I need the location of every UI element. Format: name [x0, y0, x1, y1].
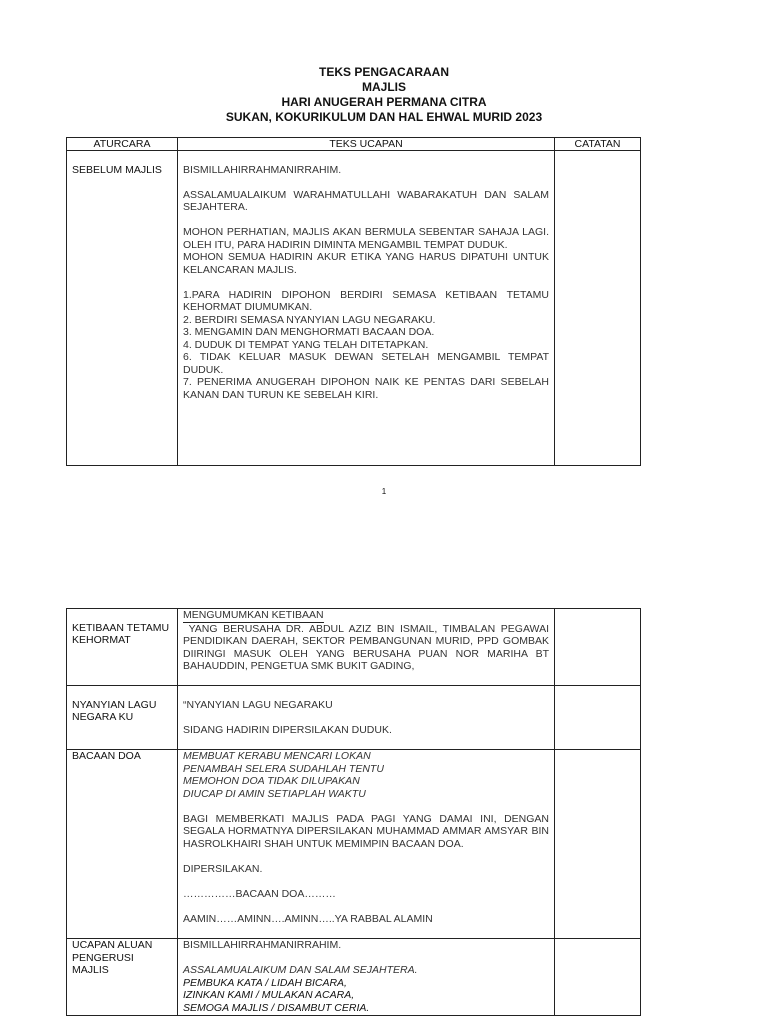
speech-paragraph: “NYANYIAN LAGU NEGARAKU [183, 698, 333, 711]
row-label-text: KETIBAAN TETAMU KEHORMAT [72, 621, 170, 646]
pantun-line: IZINKAN KAMI / MULAKAN ACARA, [183, 989, 355, 1001]
speech-paragraph: AAMIN……AMINN….AMINN…..YA RABBAL ALAMIN [183, 912, 433, 925]
pantun-line: PEMBUKA KATA / LIDAH BICARA, [183, 976, 347, 989]
list-item: 6. TIDAK KELUAR MASUK DEWAN SETELAH MENGAMBIL TEMPAT DUDUK. [183, 351, 549, 376]
row-label-text: NYANYIAN LAGU NEGARA KU [72, 698, 157, 723]
header-teks-ucapan: TEKS UCAPAN [178, 138, 555, 151]
row-label [67, 609, 178, 686]
speech-text-cell [178, 151, 555, 466]
title-line-4: SUKAN, KOKURIKULUM DAN HAL EHWAL MURID 2023 [225, 110, 543, 124]
notes-cell [555, 686, 641, 750]
speech-paragraph: SIDANG HADIRIN DIPERSILAKAN DUDUK. [183, 723, 392, 736]
row-label [67, 686, 178, 750]
speech-text-cell [178, 686, 555, 750]
table-header-row [67, 138, 641, 151]
list-item: 4. DUDUK DI TEMPAT YANG TELAH DITETAPKAN. [183, 338, 429, 351]
pantun-line: PENAMBAH SELERA SUDAHLAH TENTU [183, 762, 384, 775]
list-item: 7. PENERIMA ANUGERAH DIPOHON NAIK KE PENTAS DARI SEBELAH KANAN DAN TURUN KE SEBELAH KIRI. [183, 376, 549, 401]
speech-text-cell [178, 939, 555, 1016]
speech-paragraph: BISMILLAHIRRAHMANIRRAHIM. [183, 939, 342, 951]
speech-paragraph: ASSALAMUALAIKUM WARAHMATULLAHI WABARAKATUH DAN SALAM SEJAHTERA. [183, 188, 549, 213]
speech-paragraph: DIPERSILAKAN. [183, 862, 263, 875]
header-aturcara: ATURCARA [67, 138, 178, 151]
notes-cell [555, 939, 641, 1016]
row-label [67, 750, 178, 939]
title-line-3: HARI ANUGERAH PERMANA CITRA [281, 95, 487, 109]
speech-paragraph: ……………BACAAN DOA……… [183, 887, 336, 900]
list-item: 1.PARA HADIRIN DIPOHON BERDIRI SEMASA KETIBAAN TETAMU KEHORMAT DIUMUMKAN. [183, 288, 549, 313]
speech-paragraph: MENGUMUMKAN KETIBAAN [183, 609, 324, 621]
title-line-1: TEKS PENGACARAAN [318, 65, 449, 79]
document-title [0, 65, 768, 125]
program-table-page-1 [66, 137, 641, 466]
pantun-line: DIUCAP DI AMIN SETIAPLAH WAKTU [183, 787, 366, 800]
speech-paragraph: YANG BERUSAHA DR. ABDUL AZIZ BIN ISMAIL, TIMBALAN PEGAWAI PENDIDIKAN DAERAH, SEKTOR PEMBANGUNAN MURID, PPD GOMBAK DIIRINGI MASUK OLEH YANG BERUSAHA PUAN NOR MARIHA BT BAHAUDDIN, PENGETUA SMK BUKIT GADING, [183, 622, 552, 672]
speech-paragraph: MOHON PERHATIAN, MAJLIS AKAN BERMULA SEBENTAR SAHAJA LAGI. OLEH ITU, PARA HADIRIN DIMINTA MENGAMBIL TEMPAT DUDUK. [183, 226, 549, 251]
notes-cell [555, 151, 641, 466]
row-label [67, 939, 178, 1016]
title-line-2: MAJLIS [361, 80, 406, 94]
header-catatan: CATATAN [555, 138, 641, 151]
table-row [67, 750, 641, 939]
list-item: 3. MENGAMIN DAN MENGHORMATI BACAAN DOA. [183, 326, 435, 338]
pantun-line: SEMOGA MAJLIS / DISAMBUT CERIA. [183, 1001, 370, 1014]
pantun-line: MEMOHON DOA TIDAK DILUPAKAN [183, 775, 360, 787]
row-label-text: SEBELUM MAJLIS [72, 163, 162, 176]
speech-paragraph: ASSALAMUALAIKUM DAN SALAM SEJAHTERA. [183, 964, 418, 976]
notes-cell [555, 609, 641, 686]
table-row [67, 939, 641, 1016]
speech-paragraph: BAGI MEMBERKATI MAJLIS PADA PAGI YANG DAMAI INI, DENGAN SEGALA HORMATNYA DIPERSILAKAN MUHAMMAD AMMAR AMSYAR BIN HASROLKHAIRI SHAH UNTUK MEMIMPIN BACAAN DOA. [183, 812, 549, 850]
row-label-text: UCAPAN ALUAN PENGERUSI MAJLIS [72, 939, 153, 976]
speech-paragraph: MOHON SEMUA HADIRIN AKUR ETIKA YANG HARUS DIPATUHI UNTUK KELANCARAN MAJLIS. [183, 251, 549, 276]
speech-text-cell [178, 750, 555, 939]
table-row [67, 686, 641, 750]
notes-cell [555, 750, 641, 939]
table-row [67, 151, 641, 466]
row-label-text: BACAAN DOA [72, 750, 141, 762]
row-label [67, 151, 178, 466]
program-table-page-2 [66, 608, 641, 1016]
table-row [67, 609, 641, 686]
page-number: 1 [381, 487, 387, 496]
list-item: 2. BERDIRI SEMASA NYANYIAN LAGU NEGARAKU. [183, 313, 436, 326]
speech-text-cell [178, 609, 555, 686]
speech-paragraph: BISMILLAHIRRAHMANIRRAHIM. [183, 163, 342, 176]
pantun-line: MEMBUAT KERABU MENCARI LOKAN [183, 750, 371, 762]
